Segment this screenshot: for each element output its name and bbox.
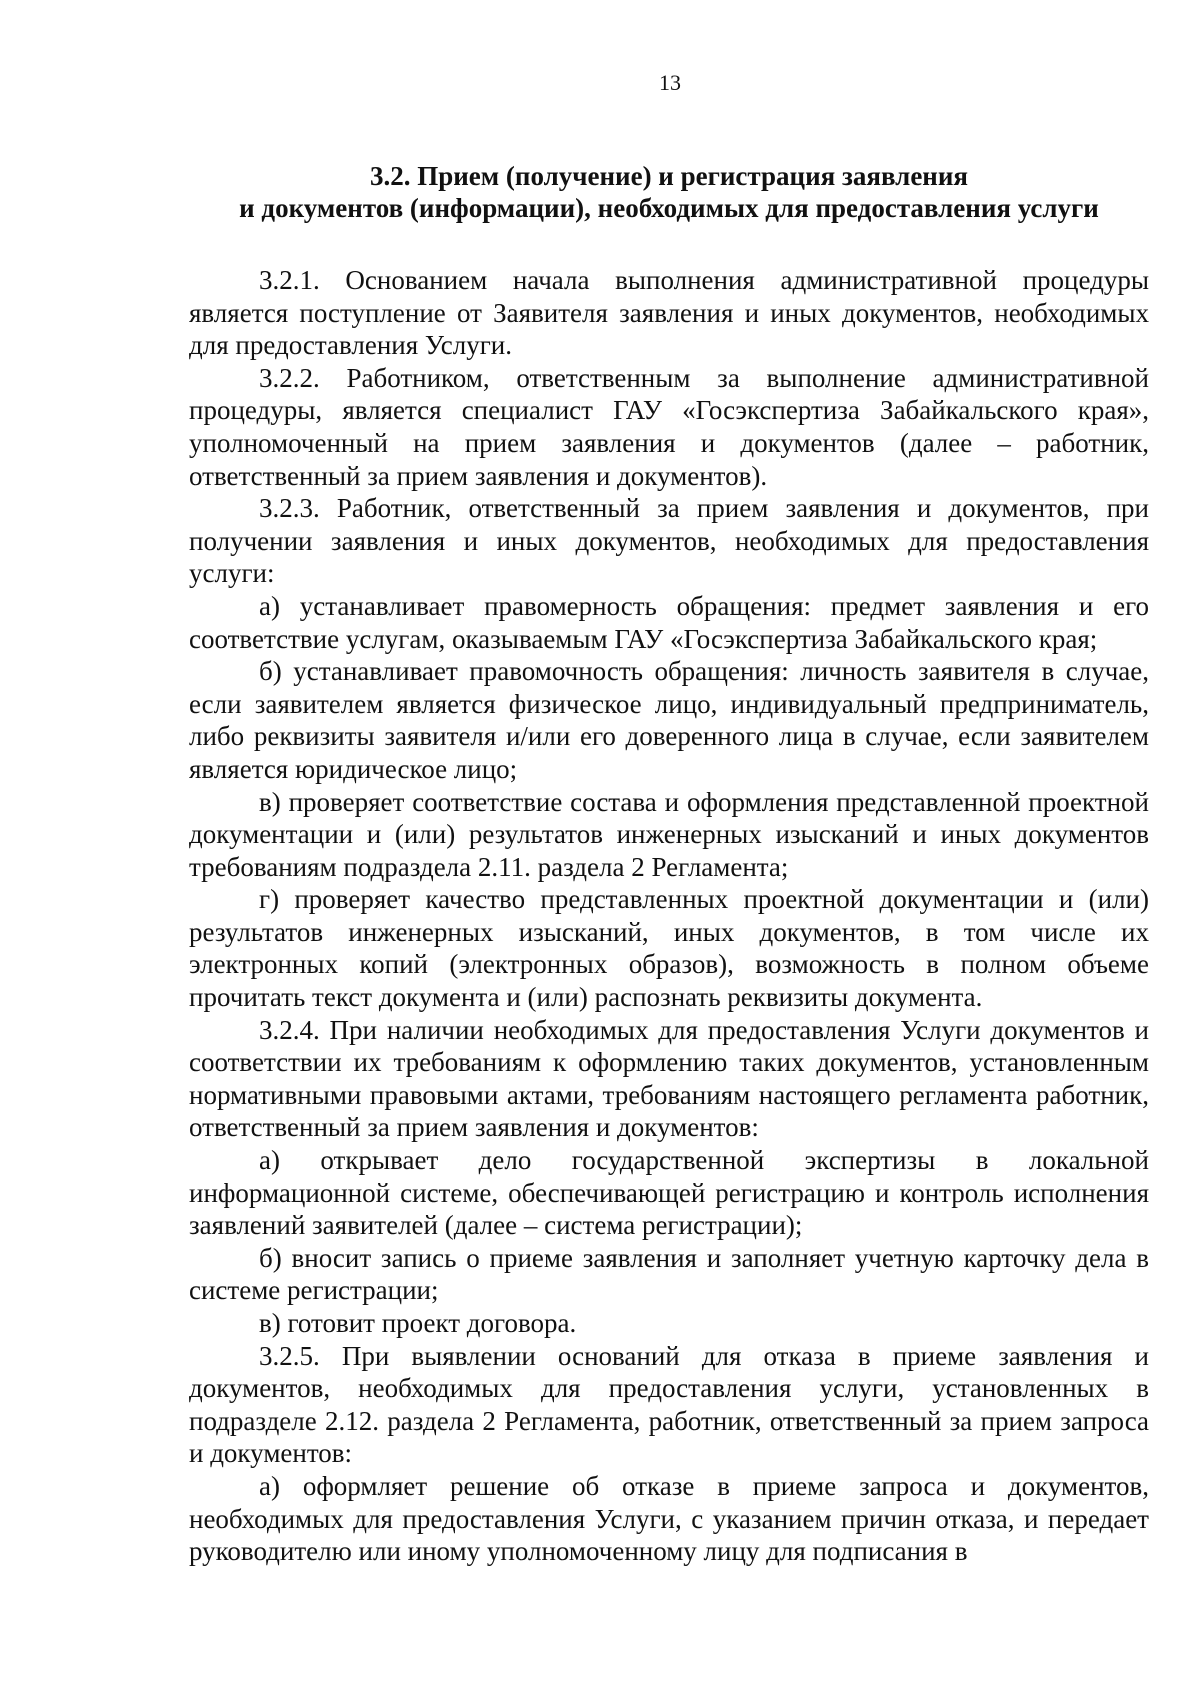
list-item-3-2-4-a: а) открывает дело государственной экспертизы в локальной информационной системе, обеспечивающей регистрацию и контроль исполнения заявлений заявителей (далее – система регистрации); <box>189 1145 1149 1241</box>
list-item-3-2-3-g: г) проверяет качество представленных проектной документации и (или) результатов инженерных изысканий, иных документов, в том числе их электронных копий (электронных образов), возможность в полном объеме прочитать текст документа и (или) распознать реквизиты документа. <box>189 884 1149 1013</box>
list-item-3-2-4-b: б) вносит запись о приеме заявления и заполняет учетную карточку дела в системе регистрации; <box>189 1242 1149 1306</box>
paragraph-3-2-5: 3.2.5. При выявлении оснований для отказа в приеме заявления и документов, необходимых для предоставления услуги, установленных в подразделе 2.12. раздела 2 Регламента, работник, ответственный за прием запроса и документов: <box>189 1340 1149 1469</box>
section-heading-line-2: и документов (информации), необходимых для предоставления услуги <box>239 193 1099 223</box>
document-body <box>189 160 1149 1568</box>
section-heading-line-1: 3.2. Прием (получение) и регистрация заявления <box>369 161 969 191</box>
paragraph-3-2-3: 3.2.3. Работник, ответственный за прием заявления и документов, при получении заявления и иных документов, необходимых для предоставления услуги: <box>189 493 1149 589</box>
list-item-3-2-3-a: а) устанавливает правомерность обращения: предмет заявления и его соответствие услугам, оказываемым ГАУ «Госэкспертиза Забайкальского края; <box>189 590 1149 654</box>
section-heading <box>189 160 1149 224</box>
paragraph-3-2-4: 3.2.4. При наличии необходимых для предоставления Услуги документов и соответствии их требованиям к оформлению таких документов, установленным нормативными правовыми актами, требованиям настоящего регламента работник, ответственный за прием заявления и документов: <box>189 1014 1149 1143</box>
list-item-3-2-3-v: в) проверяет соответствие состава и оформления представленной проектной документации и (или) результатов инженерных изысканий и иных документов требованиям подраздела 2.11. раздела 2 Регламента; <box>189 786 1149 882</box>
page-number: 13 <box>659 70 681 95</box>
paragraph-3-2-1: 3.2.1. Основанием начала выполнения административной процедуры является поступление от Заявителя заявления и иных документов, необходимых для предоставления Услуги. <box>189 265 1149 361</box>
list-item-3-2-5-a: а) оформляет решение об отказе в приеме запроса и документов, необходимых для предоставления Услуги, с указанием причин отказа, и передает руководителю или иному уполномоченному лицу для подписания в <box>189 1470 1149 1567</box>
paragraph-3-2-2: 3.2.2. Работником, ответственным за выполнение административной процедуры, является специалист ГАУ «Госэкспертиза Забайкальского края», уполномоченный на прием заявления и документов (далее – работник, ответственный за прием заявления и документов). <box>189 362 1149 491</box>
list-item-3-2-3-b: б) устанавливает правомочность обращения: личность заявителя в случае, если заявителем является физическое лицо, индивидуальный предприниматель, либо реквизиты заявителя и/или его доверенного лица в случае, если заявителем является юридическое лицо; <box>189 656 1149 784</box>
list-item-3-2-4-v: в) готовит проект договора. <box>259 1308 577 1338</box>
